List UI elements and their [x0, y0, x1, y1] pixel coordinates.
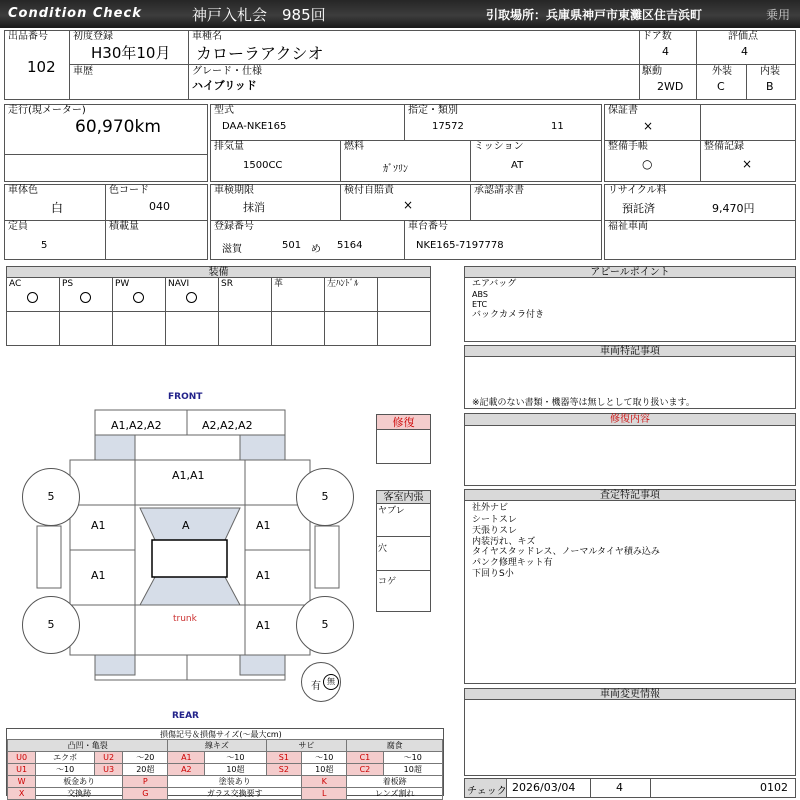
liability: ×: [403, 198, 414, 212]
repair-content-title: 修復内容: [465, 414, 795, 426]
chassis: NKE165-7197778: [416, 240, 504, 251]
legend-code: U1: [8, 764, 36, 776]
front-label: FRONT: [168, 392, 203, 402]
model-name: カローラアクシオ: [196, 44, 324, 63]
legend-code: U3: [95, 764, 123, 776]
legend-desc: 〜10: [302, 752, 347, 764]
change-box: [464, 688, 796, 776]
legend-desc: ガラス交換要す: [168, 788, 302, 800]
assessment-line-5: タイヤスタッドレス、ノーマルタイヤ積み込み: [472, 547, 660, 557]
tire-front-left: 5: [22, 468, 80, 526]
appeal-line-4: バックカメラ付き: [472, 310, 545, 320]
interior-damage-title: 客室内張: [377, 491, 430, 504]
legend-h3: サビ: [266, 740, 347, 752]
interior-hole: 穴: [378, 544, 388, 554]
recycle-amount: 9,470円: [712, 202, 755, 215]
legend-desc: 20超: [123, 764, 168, 776]
equip-ps-mark: [80, 292, 91, 303]
tire-rear-right: 5: [296, 596, 354, 654]
check-date: 2026/03/04: [512, 781, 576, 794]
capacity: 5: [41, 240, 48, 251]
appeal-line-1: エアバッグ: [472, 279, 517, 289]
vehicle-info-box: [69, 30, 640, 100]
load-label: 積載量: [109, 221, 139, 232]
rear-label: REAR: [172, 711, 199, 721]
appeal-line-2: ABS: [472, 290, 488, 299]
legend-desc: 10超: [205, 764, 266, 776]
manual: ○: [642, 157, 653, 171]
reg-kana: め: [311, 244, 321, 255]
damage-roof: A: [182, 519, 190, 532]
welfare-label: 福祉車両: [608, 221, 648, 232]
reg-no-label: 登録番号: [214, 221, 254, 232]
tire-front-right: 5: [296, 468, 354, 526]
displacement-label: 排気量: [214, 141, 244, 152]
equip-ac-mark: [27, 292, 38, 303]
inspection: 抹消: [243, 201, 265, 214]
type: DAA-NKE165: [222, 121, 287, 132]
assessment-title: 査定特記事項: [465, 490, 795, 501]
record-label: 整備記録: [704, 141, 744, 152]
legend-code: G: [123, 788, 168, 800]
legend-code: W: [8, 776, 36, 788]
reg-area: 滋賀: [222, 244, 242, 255]
legend-code: S2: [266, 764, 302, 776]
legend-code: C2: [347, 764, 383, 776]
check-label: チェック: [467, 786, 507, 797]
legend-code: S1: [266, 752, 302, 764]
legend-desc: レンズ割れ: [347, 788, 443, 800]
mileage-label: 走行(現メーター): [8, 105, 86, 116]
legend-code: P: [123, 776, 168, 788]
category: 乗用: [766, 8, 791, 22]
change-title: 車両変更情報: [465, 689, 795, 700]
lot-label: 出品番号: [8, 31, 48, 42]
legend-desc: 〜20: [123, 752, 168, 764]
checker: 4: [616, 781, 623, 794]
legend-code: C1: [347, 752, 383, 764]
assessment-line-3: 天張りスレ: [472, 526, 518, 536]
repair-title: 修復: [377, 415, 430, 430]
legend-code: A2: [168, 764, 205, 776]
appeal-line-3: ETC: [472, 300, 488, 309]
doors-label: ドア数: [642, 31, 672, 42]
legend-title: 損傷記号＆損傷サイズ(〜最大cm): [160, 730, 282, 739]
damage-front-bumper-right: A2,A2,A2: [202, 419, 253, 432]
chassis-label: 車台番号: [408, 221, 448, 232]
recycle-status: 預託済: [622, 202, 655, 215]
tire-rear-left: 5: [22, 596, 80, 654]
warranty-label: 保証書: [608, 105, 638, 116]
equip-navi-label: NAVI: [168, 279, 190, 289]
record: ×: [742, 157, 753, 171]
legend-desc: 着板跡: [347, 776, 443, 788]
exterior-label: 外装: [712, 66, 732, 77]
equip-pw-label: PW: [115, 279, 130, 289]
interior-tear: ヤブレ: [378, 506, 405, 516]
damage-right-front: A1: [256, 519, 271, 532]
equip-leather-label: 革: [274, 279, 284, 289]
history-label: 車歴: [73, 66, 93, 77]
equip-pw-mark: [133, 292, 144, 303]
damage-trunk-right: A1: [256, 619, 271, 632]
mileage: 60,970km: [75, 117, 161, 137]
type-label: 型式: [214, 105, 234, 116]
special-note: ※記載のない書類・機器等は無しとして取り扱います。: [472, 398, 695, 408]
assessment-line-6: パンク修理キット有: [472, 558, 553, 568]
interior-burn: コゲ: [378, 577, 397, 587]
registration-box: [210, 184, 602, 260]
legend-desc: エクボ: [36, 752, 95, 764]
reg-num: 5164: [337, 240, 363, 251]
damage-hood: A1,A1: [172, 469, 205, 482]
mission: AT: [511, 160, 524, 171]
displacement: 1500CC: [243, 160, 283, 171]
exterior: C: [717, 80, 725, 93]
drive: 2WD: [657, 80, 684, 93]
spare-mark: 無: [323, 674, 339, 690]
auction-name: 神戸入札会 985回: [192, 6, 326, 24]
liability-label: 検付自賠責: [344, 185, 394, 196]
legend-desc: 10超: [383, 764, 442, 776]
equipment-title: 装備: [7, 267, 430, 278]
inspection-label: 車検期限: [214, 185, 254, 196]
mission-label: ミッション: [474, 141, 524, 152]
fuel: ｶﾞｿﾘﾝ: [383, 164, 408, 175]
legend-desc: 10超: [302, 764, 347, 776]
legend-code: U0: [8, 752, 36, 764]
color: 白: [51, 201, 64, 215]
legend-code: X: [8, 788, 36, 800]
assessment-line-2: シートスレ: [472, 515, 517, 525]
damage-left-front: A1: [91, 519, 106, 532]
reg-class: 501: [282, 240, 302, 251]
legend-h2: 線キズ: [168, 740, 266, 752]
assessment-line-1: 社外ナビ: [472, 503, 509, 513]
appeal-title: アピールポイント: [465, 267, 795, 278]
color-label: 車体色: [8, 185, 38, 196]
grade-label: グレード・仕様: [192, 66, 262, 77]
damage-right-rear: A1: [256, 569, 271, 582]
model-label: 車種名: [192, 31, 222, 42]
equip-lhd-label: 左ﾊﾝﾄﾞﾙ: [327, 279, 359, 289]
trunk-label: trunk: [173, 614, 197, 624]
legend-desc: 〜10: [36, 764, 95, 776]
manual-label: 整備手帳: [608, 141, 648, 152]
legend-code: U2: [95, 752, 123, 764]
interior-label: 内装: [760, 66, 780, 77]
warranty: ×: [643, 119, 654, 133]
damage-front-bumper-left: A1,A2,A2: [111, 419, 162, 432]
legend-code: K: [302, 776, 347, 788]
equip-navi-mark: [186, 292, 197, 303]
footer-code: 0102: [760, 781, 788, 794]
legend-desc: 〜10: [383, 752, 442, 764]
designation-label: 指定・類別: [408, 105, 458, 116]
legend-desc: 交換跡: [36, 788, 123, 800]
equip-ps-label: PS: [62, 279, 74, 289]
special-title: 車両特記事項: [465, 346, 795, 357]
score-label: 評価点: [728, 31, 758, 42]
damage-left-rear: A1: [91, 569, 106, 582]
equip-ac-label: AC: [9, 279, 22, 289]
drive-label: 駆動: [642, 66, 662, 77]
header-title: Condition Check: [8, 6, 142, 21]
legend-code: L: [302, 788, 347, 800]
legend-desc: 塗装あり: [168, 776, 302, 788]
score: 4: [741, 45, 748, 58]
capacity-label: 定員: [8, 221, 28, 232]
legend-desc: 〜10: [205, 752, 266, 764]
first-reg-label: 初度登録: [73, 31, 113, 42]
legend-h1: 凸凹・亀裂: [8, 740, 168, 752]
spare-label: 有: [311, 681, 321, 692]
recycle-label: リサイクル料: [608, 185, 667, 196]
first-reg: H30年10月: [91, 44, 171, 62]
legend-desc: 板金あり: [36, 776, 123, 788]
grade: ハイブリッド: [192, 79, 257, 92]
doors: 4: [662, 45, 669, 58]
color-code-label: 色コード: [109, 185, 149, 196]
legend-code: A1: [168, 752, 205, 764]
classification: 11: [551, 121, 564, 132]
legend-h4: 腐食: [347, 740, 443, 752]
designation: 17572: [432, 121, 464, 132]
color-code: 040: [149, 200, 170, 213]
assessment-line-4: 内装汚れ、キズ: [472, 537, 536, 547]
equip-sr-label: SR: [221, 279, 233, 289]
lot-number: 102: [27, 58, 56, 76]
pickup-location: 引取場所：兵庫県神戸市東灘区住吉浜町: [486, 8, 703, 22]
approval-label: 承認請求書: [474, 185, 524, 196]
interior: B: [766, 80, 774, 93]
assessment-line-7: 下回りS小: [472, 569, 514, 579]
fuel-label: 燃料: [344, 141, 364, 152]
legend-table: [7, 739, 443, 800]
